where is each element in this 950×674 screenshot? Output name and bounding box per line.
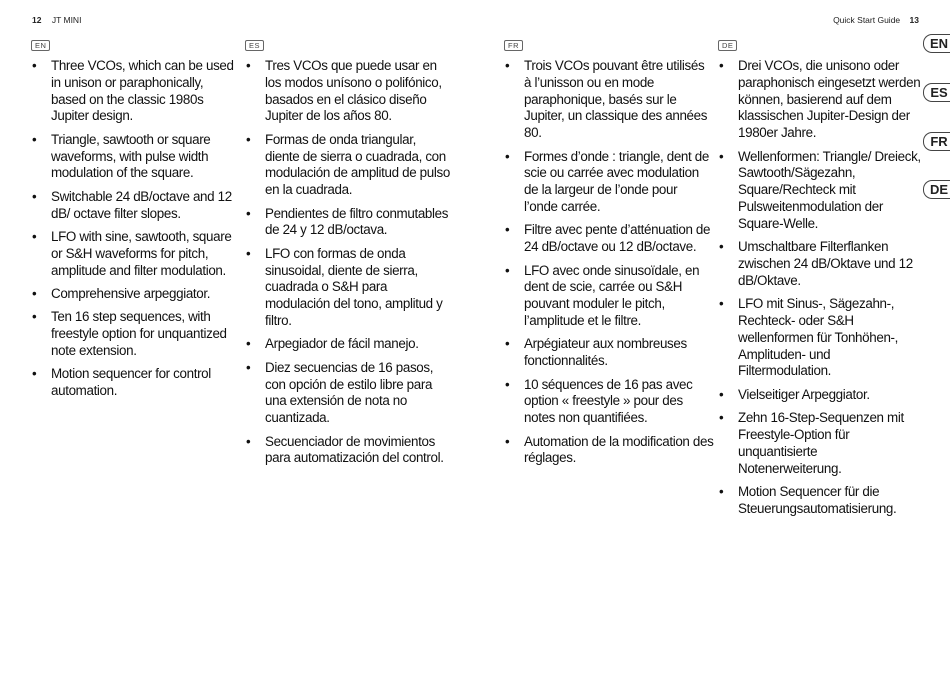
language-tag-en: EN [31, 40, 50, 51]
list-item: • Comprehensive arpeggiator. [31, 286, 236, 303]
list-item: • Zehn 16-Step-Sequenzen mit Freestyle-Option für unquantisierte Notenerweiterung. [718, 410, 921, 477]
list-item: • Trois VCOs pouvant être utilisés à l’unisson ou en mode paraphonique, basés sur le Jupiter, un classique des années 80. [504, 58, 714, 142]
feature-list-en [31, 58, 236, 400]
list-item: • Arpégiateur aux nombreuses fonctionnalités. [504, 336, 714, 370]
language-tab-es[interactable]: ES [923, 83, 950, 102]
list-item: • Automation de la modification des réglages. [504, 434, 714, 468]
list-item: • LFO with sine, sawtooth, square or S&H waveforms for pitch, amplitude and filter modulation. [31, 229, 236, 279]
list-item: • Formas de onda triangular, diente de sierra o cuadrada, con modulación de amplitud de pulso en la cuadrada. [245, 132, 453, 199]
list-item: • Secuenciador de movimientos para automatización del control. [245, 434, 453, 468]
language-tag-de: DE [718, 40, 737, 51]
left-page-number: 12 [32, 15, 42, 25]
product-title: JT MINI [51, 15, 82, 25]
right-page-header [833, 15, 919, 25]
column-de [718, 35, 921, 524]
column-es [245, 35, 453, 474]
feature-list-de [718, 58, 921, 517]
list-item: • Formes d’onde : triangle, dent de scie ou carrée avec modulation de la largeur de l’onde pour l’onde carrée. [504, 149, 714, 216]
list-item: • Filtre avec pente d’atténuation de 24 dB/octave ou 12 dB/octave. [504, 222, 714, 256]
language-tab-de[interactable]: DE [923, 180, 950, 199]
language-tag-fr: FR [504, 40, 523, 51]
feature-list-fr [504, 58, 714, 467]
list-item: • Tres VCOs que puede usar en los modos unísono o polifónico, basados en el clásico diseño Jupiter de los años 80. [245, 58, 453, 125]
list-item: • LFO avec onde sinusoïdale, en dent de scie, carrée ou S&H pouvant moduler le pitch, l’amplitude et le filtre. [504, 263, 714, 330]
language-tag-es: ES [245, 40, 264, 51]
list-item: • 10 séquences de 16 pas avec option « freestyle » pour des notes non quantifiées. [504, 377, 714, 427]
list-item: • Wellenformen: Triangle/ Dreieck, Sawtooth/Sägezahn, Square/Rechteck mit Pulsweitenmodulation der Square-Welle. [718, 149, 921, 233]
right-page-number: 13 [909, 15, 919, 25]
left-page-header [32, 15, 81, 25]
language-tab-en[interactable]: EN [923, 34, 950, 53]
guide-title: Quick Start Guide [833, 15, 901, 25]
list-item: • Switchable 24 dB/octave and 12 dB/ octave filter slopes. [31, 189, 236, 223]
list-item: • Pendientes de filtro conmutables de 24 y 12 dB/octava. [245, 206, 453, 240]
feature-list-es [245, 58, 453, 467]
list-item: • Three VCOs, which can be used in unison or paraphonically, based on the classic 1980s Jupiter design. [31, 58, 236, 125]
list-item: • Vielseitiger Arpeggiator. [718, 387, 921, 404]
column-en [31, 35, 236, 407]
list-item: • Motion sequencer for control automation. [31, 366, 236, 400]
list-item: • Motion Sequencer für die Steuerungsautomatisierung. [718, 484, 921, 518]
list-item: • LFO mit Sinus-, Sägezahn-, Rechteck- oder S&H wellenformen für Tonhöhen-, Amplituden- und Filtermodulation. [718, 296, 921, 380]
list-item: • Drei VCOs, die unisono oder paraphonisch eingesetzt werden können, basierend auf dem klassischen Jupiter-Design der 1980er Jahre. [718, 58, 921, 142]
column-fr [504, 35, 714, 474]
list-item: • LFO con formas de onda sinusoidal, diente de sierra, cuadrada o S&H para modulación del tono, amplitud y filtro. [245, 246, 453, 330]
list-item: • Ten 16 step sequences, with freestyle option for unquantized note extension. [31, 309, 236, 359]
language-tab-fr[interactable]: FR [923, 132, 950, 151]
list-item: • Umschaltbare Filterflanken zwischen 24 dB/Oktave und 12 dB/Oktave. [718, 239, 921, 289]
list-item: • Triangle, sawtooth or square waveforms, with pulse width modulation of the square. [31, 132, 236, 182]
list-item: • Arpegiador de fácil manejo. [245, 336, 453, 353]
list-item: • Diez secuencias de 16 pasos, con opción de estilo libre para una extensión de nota no cuantizada. [245, 360, 453, 427]
